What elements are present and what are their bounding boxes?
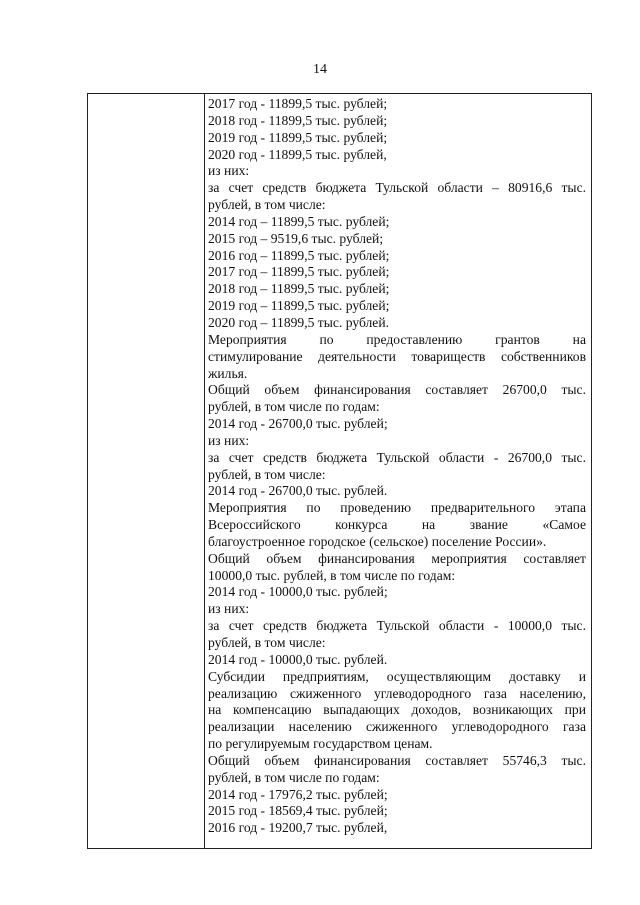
table-right-cell [208, 96, 586, 837]
text-line: из них: [208, 601, 250, 617]
text-line: рублей, в том числе по годам: [208, 399, 380, 415]
text-line: 2014 год - 17976,2 тыс. рублей; [208, 786, 388, 802]
text-line: 2020 год - 11899,5 тыс. рублей, [208, 146, 387, 162]
text-line: за счет средств бюджета Тульской области - 10000,0 тыс. [208, 618, 586, 634]
text-line: Мероприятия по проведению предварительного этапа [208, 500, 586, 516]
text-line: 2015 год - 18569,4 тыс. рублей; [208, 803, 388, 819]
text-line: по регулируемым государством ценам. [208, 736, 433, 752]
text-line: стимулирование деятельности товариществ собственников [208, 348, 586, 364]
text-line: 2014 год - 26700,0 тыс. рублей; [208, 416, 388, 432]
text-line: из них: [208, 432, 250, 448]
text-line: за счет средств бюджета Тульской области - 26700,0 тыс. [208, 449, 586, 465]
text-line: 2016 год – 11899,5 тыс. рублей; [208, 247, 390, 263]
text-line: на компенсацию выпадающих доходов, возникающих при [208, 702, 586, 718]
text-line: за счет средств бюджета Тульской области – 80916,6 тыс. [208, 180, 586, 196]
text-line: 2018 год - 11899,5 тыс. рублей; [208, 112, 388, 128]
text-line: 2015 год – 9519,6 тыс. рублей; [208, 230, 384, 246]
text-line: реализацию сжиженного углеводородного газа населению, [208, 685, 586, 701]
text-line: Всероссийского конкурса на звание «Самое [208, 517, 586, 533]
text-line: рублей, в том числе: [208, 466, 326, 482]
document-table [87, 93, 592, 849]
text-line: 2014 год - 10000,0 тыс. рублей. [208, 651, 388, 667]
text-line: благоустроенное городское (сельское) поселение России». [208, 533, 547, 549]
text-line: жилья. [208, 365, 248, 381]
text-line: рублей, в том числе: [208, 197, 326, 213]
text-line: 10000,0 тыс. рублей, в том числе по годам: [208, 567, 456, 583]
text-line: 2014 год – 11899,5 тыс. рублей; [208, 213, 390, 229]
text-line: Общий объем финансирования составляет 26700,0 тыс. [208, 382, 586, 398]
text-line: Субсидии предприятиям, осуществляющим доставку и [208, 668, 586, 684]
text-line: 2017 год – 11899,5 тыс. рублей; [208, 264, 390, 280]
text-line: 2019 год – 11899,5 тыс. рублей; [208, 298, 390, 314]
text-line: рублей, в том числе: [208, 635, 326, 650]
text-line: рублей, в том числе по годам: [208, 769, 380, 785]
text-line: реализации населению сжиженного углеводородного газа [208, 719, 586, 735]
text-line: Мероприятия по предоставлению грантов на [208, 331, 586, 347]
text-line: 2014 год - 26700,0 тыс. рублей. [208, 483, 388, 499]
column-divider [204, 94, 205, 848]
text-line: 2016 год - 19200,7 тыс. рублей, [208, 820, 388, 836]
text-line: 2020 год – 11899,5 тыс. рублей. [208, 314, 390, 330]
page-number: 14 [313, 62, 327, 77]
text-line: 2018 год – 11899,5 тыс. рублей; [208, 281, 390, 297]
text-line: Общий объем финансирования составляет 55746,3 тыс. [208, 752, 586, 768]
text-line: из них: [208, 163, 250, 179]
text-line: 2019 год - 11899,5 тыс. рублей; [208, 129, 388, 145]
text-line: 2017 год - 11899,5 тыс. рублей; [208, 96, 388, 111]
text-line: Общий объем финансирования мероприятия составляет [208, 550, 586, 566]
text-line: 2014 год - 10000,0 тыс. рублей; [208, 584, 388, 600]
